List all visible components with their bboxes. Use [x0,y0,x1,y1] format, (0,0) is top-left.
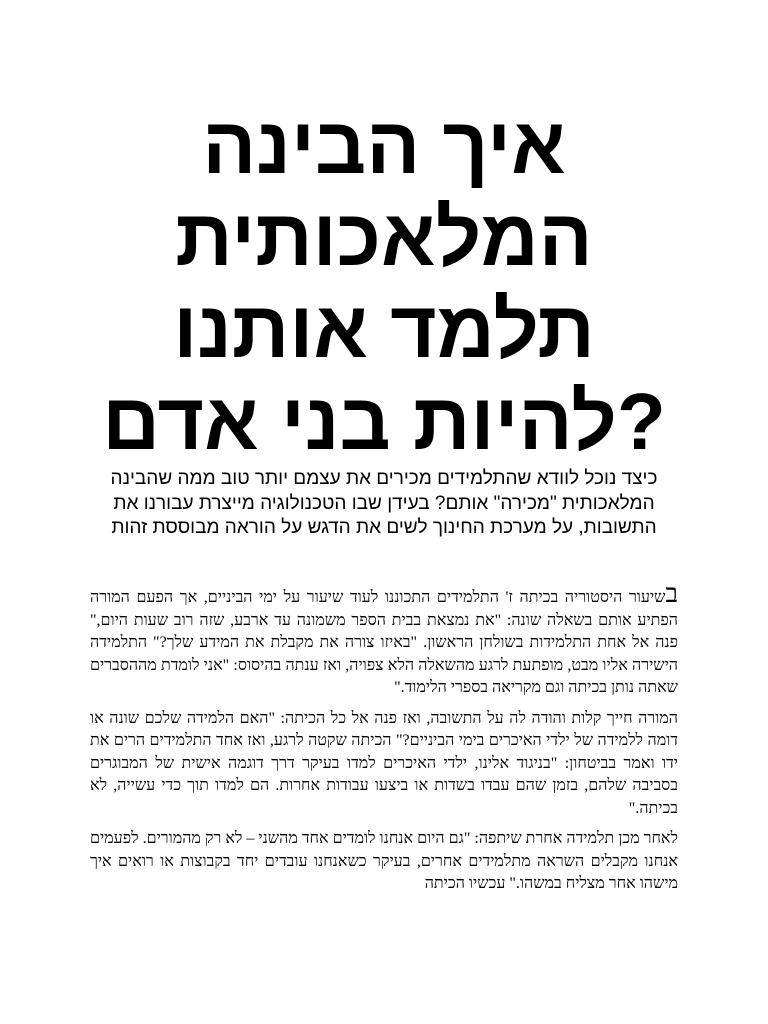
body-paragraph [90,579,678,700]
title-line: תלמד אותנו [173,285,595,374]
title-line: איך הבינה [202,101,566,190]
paragraph-text: המורה חייך קלות והודה לה על התשובה, ואז פנה אל כל הכיתה: "האם הלמידה שלכם שונה או דומה ללמידה של ילדי האיכרים בימי הביניים?" הכיתה שקטה לרגע, ואז אחד התלמידים הרים את ידו ואמר בביטחון: "בניגוד אלינו, ילדי האיכרים למדו בעיקר דרך דוגמה אישית של המבוגרים בסביבה שלהם, בזמן שהם עבדו בשדות או ביצעו עבודות אחרות. הם למדו תוך כדי עשייה, לא בכיתה." [90,709,678,817]
article-title [60,100,708,468]
body-paragraph [90,828,678,896]
article-subtitle: כיצד נוכל לוודא שהתלמידים מכירים את עצמם יותר טוב ממה שהבינה המלאכותית "מכירה" אותם? בעידן שבו הטכנולוגיה מייצרת עבורנו את התשובות, על מערכת החינוך לשים את הדגש על הוראה מבוססת זהות [110,468,658,538]
title-line: ?להיות בני אדם [102,377,666,466]
paragraph-text: שיעור היסטוריה בכיתה ז' התלמידים התכוננו לעוד שיעור על ימי הביניים, אך הפעם המורה הפתיע אותם בשאלה שונה: "את נמצאת בבית הספר משמונה עד ארבע, שזה רוב שעות היום," פנה אל אחת התלמידות בשולחן הראשון. "באיזו צורה את מקבלת את המידע שלך?" התלמידה הישירה אליו מבט, מופתעת לרגע מהשאלה הלא צפויה, ואז ענתה בהיסוס: "אני לומדת מההסברים שאתה נותן בכיתה וגם מקריאה בספרי הלימוד." [90,589,678,696]
article-body [90,579,678,904]
body-paragraph [90,708,678,821]
drop-cap: ב [665,579,678,608]
paragraph-text: לאחר מכן תלמידה אחרת שיתפה: "גם היום אנחנו לומדים אחד מהשני – לא רק מהמורים. לפעמים אנחנו מקבלים השראה מתלמידים אחרים, בעיקר כשאנחנו עובדים יחד בקבוצות או רואים איך מישהו אחר מצליח במשהו." עכשיו הכיתה [90,830,678,892]
title-line: המלאכותית [175,193,593,282]
